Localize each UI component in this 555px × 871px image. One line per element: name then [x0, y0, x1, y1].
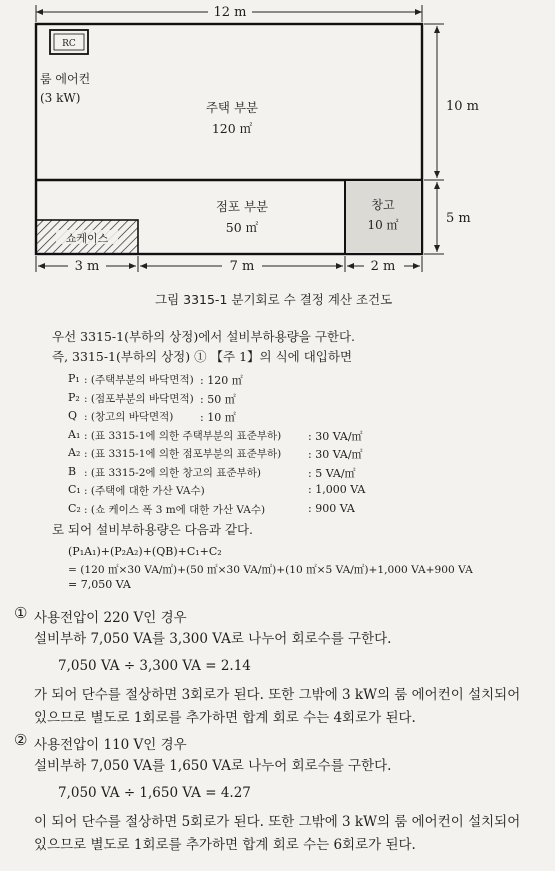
variable-row — [68, 372, 538, 390]
variable-description: : (창고의 바닥면적) — [84, 411, 174, 423]
variable-value: : 30 VA/㎡ — [308, 448, 363, 461]
variable-symbol: C₁ — [68, 483, 81, 496]
variable-description: : (표 3315-1에 의한 주택부분의 표준부하) — [84, 429, 282, 442]
variable-description: : (쇼 케이스 폭 3 m에 대한 가산 VA수) — [84, 503, 266, 516]
dim-seg2: 7 m — [229, 259, 255, 274]
case1-calc: 7,050 VA ÷ 3,300 VA = 2.14 — [58, 658, 251, 674]
variable-description: : (표 3315-2에 의한 창고의 표준부하) — [84, 466, 261, 479]
showcase-label: 쇼케이스 — [65, 232, 109, 245]
case1-line-2: 가 되어 단수를 절상하면 3회로가 된다. 또한 그밖에 3 kW의 룸 에어컨이 설치되어 — [34, 687, 521, 703]
storage-area: 10 ㎡ — [367, 218, 399, 232]
case2-calc: 7,050 VA ÷ 1,650 VA = 4.27 — [58, 785, 251, 801]
case1-line-3: 있으므로 별도로 1회로를 추가하면 합계 회로 수는 4회로가 된다. — [34, 710, 416, 726]
variable-value: : 5 VA/㎡ — [308, 466, 356, 480]
variable-symbol: A₂ — [68, 446, 81, 459]
variable-value: : 10 ㎡ — [200, 411, 236, 424]
house-area: 120 ㎡ — [211, 121, 253, 136]
variable-list — [68, 372, 538, 520]
floor-plan-diagram — [0, 0, 555, 285]
room-ac-label: 룸 에어컨 — [40, 72, 91, 86]
dim-height-bottom: 5 m — [446, 211, 471, 226]
case2-line-1: 설비부하 7,050 VA를 1,650 VA로 나누어 회로수를 구한다. — [34, 758, 392, 774]
variable-value: : 120 ㎡ — [200, 374, 243, 387]
shop-label: 점포 부분 — [215, 199, 269, 214]
variable-symbol: B — [68, 464, 77, 478]
variable-row — [68, 391, 538, 409]
dim-seg3: 2 m — [370, 259, 396, 274]
case1-heading: 사용전압이 220 V인 경우 — [34, 610, 187, 626]
case2-line-2: 이 되어 단수를 절상하면 5회로가 된다. 또한 그밖에 3 kW의 룸 에어컨이 설치되어 — [34, 814, 521, 830]
dim-total-width: 12 m — [213, 5, 247, 20]
case1-marker: ① — [14, 604, 28, 622]
case2-line-3: 있으므로 별도로 1회로를 추가하면 합계 회로 수는 6회로가 된다. — [34, 837, 416, 853]
intro-line-1: 우선 3315-1(부하의 상정)에서 설비부하용량을 구한다. — [52, 329, 356, 344]
variable-row — [68, 465, 538, 483]
rc-label: RC — [62, 39, 76, 49]
variable-value: : 30 VA/㎡ — [308, 429, 363, 443]
formula-line-3: = 7,050 VA — [68, 578, 131, 591]
storage-label: 창고 — [371, 198, 395, 212]
variable-symbol: P₁ — [68, 372, 80, 385]
variable-row — [68, 483, 538, 501]
variable-value: : 50 ㎡ — [200, 392, 236, 406]
dim-height-top: 10 m — [446, 99, 480, 114]
variable-symbol: A₁ — [68, 427, 81, 441]
storage-room — [345, 180, 422, 254]
dim-seg1: 3 m — [74, 259, 100, 274]
room-ac-capacity: (3 kW) — [40, 91, 81, 105]
intro-line-2: 즉, 3315-1(부하의 상정) ① 【주 1】의 식에 대입하면 — [52, 349, 353, 364]
shop-area: 50 ㎡ — [225, 220, 259, 235]
figure-caption: 그림 3315-1 분기회로 수 결정 계산 조건도 — [155, 292, 393, 307]
result-intro: 로 되어 설비부하용량은 다음과 같다. — [52, 522, 253, 537]
variable-value: : 900 VA — [308, 501, 355, 515]
variable-row — [68, 446, 538, 464]
variable-description: : (주택에 대한 가산 VA수) — [84, 485, 205, 497]
variable-value: : 1,000 VA — [308, 483, 366, 496]
case2-heading: 사용전압이 110 V인 경우 — [34, 737, 187, 753]
variable-symbol: Q — [68, 409, 78, 422]
formula-line-1: (P₁A₁)+(P₂A₂)+(QB)+C₁+C₂ — [68, 545, 222, 558]
variable-symbol: P₂ — [68, 390, 80, 404]
variable-description: : (표 3315-1에 의한 점포부분의 표준부하) — [84, 448, 282, 460]
variable-description: : (점포부분의 바닥면적) — [84, 392, 194, 405]
variable-row — [68, 409, 538, 427]
variable-description: : (주택부분의 바닥면적) — [84, 374, 194, 386]
variable-symbol: C₂ — [68, 501, 81, 515]
case1-line-1: 설비부하 7,050 VA를 3,300 VA로 나누어 회로수를 구한다. — [34, 631, 392, 647]
variable-row — [68, 428, 538, 446]
case2-marker: ② — [14, 731, 28, 749]
formula-line-2: = (120 ㎡×30 VA/㎡)+(50 ㎡×30 VA/㎡)+(10 ㎡×5 VA/㎡)+1,000 VA+900 VA — [68, 564, 473, 576]
house-label: 주택 부분 — [205, 100, 259, 115]
variable-row — [68, 502, 538, 520]
